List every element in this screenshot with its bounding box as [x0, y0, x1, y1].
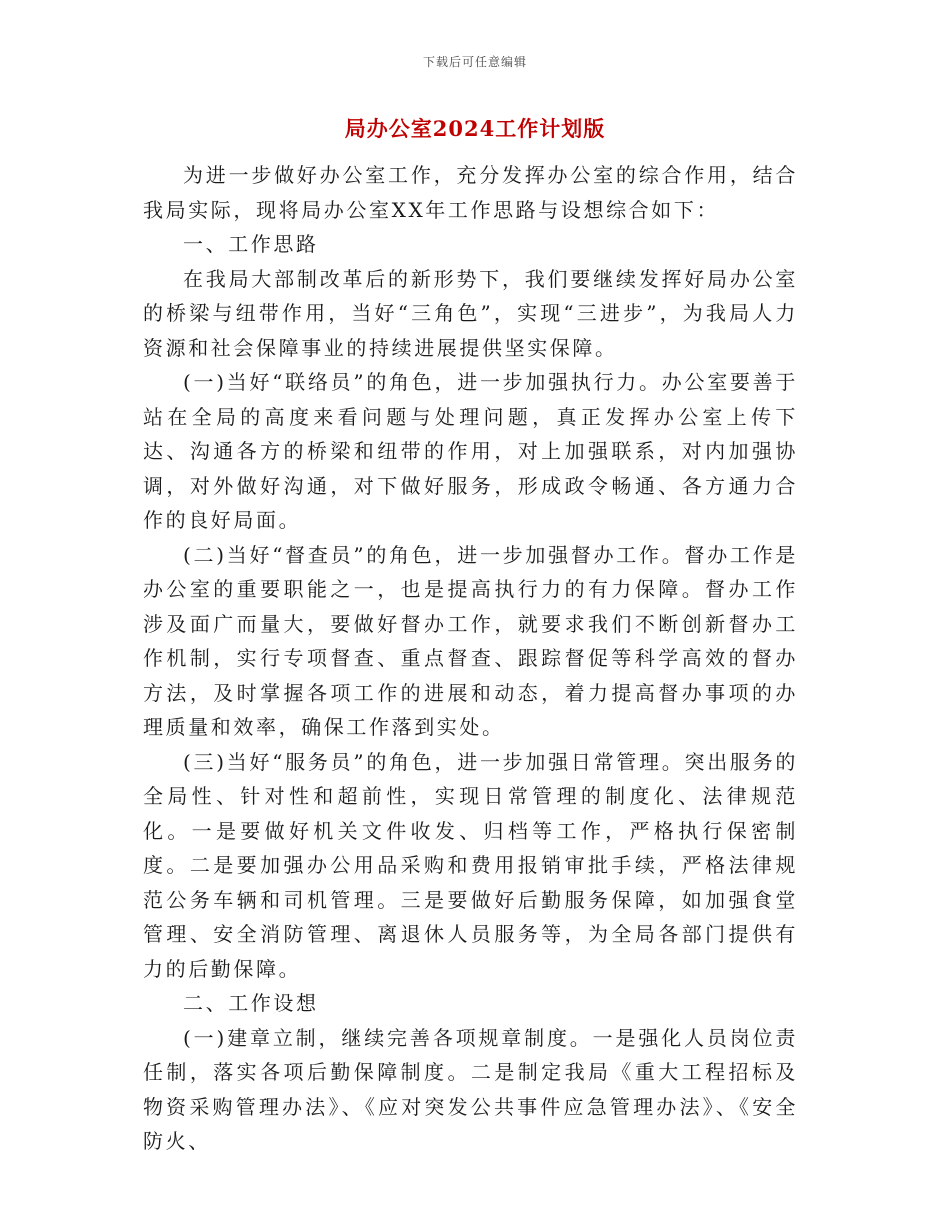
- header-note: 下载后可任意编辑: [422, 55, 527, 69]
- paragraph-intro: 为进一步做好办公室工作，充分发挥办公室的综合作用，结合我局实际，现将局办公室XX年工作思路与设想综合如下：: [143, 163, 798, 222]
- paragraph: (一)建章立制，继续完善各项规章制度。一是强化人员岗位责任制，落实各项后勤保障制度。二是制定我局《重大工程招标及物资采购管理办法》、《应对突发公共事件应急管理办法》、《安全防火、: [143, 1025, 798, 1153]
- paragraph: (二)当好“督查员”的角色，进一步加强督办工作。督办工作是办公室的重要职能之一，也是提高执行力的有力保障。督办工作涉及面广而量大，要做好督办工作，就要求我们不断创新督办工作机制，实行专项督查、重点督查、跟踪督促等科学高效的督办方法，及时掌握各项工作的进展和动态，着力提高督办事项的办理质量和效率，确保工作落到实处。: [143, 542, 798, 739]
- paragraph: (三)当好“服务员”的角色，进一步加强日常管理。突出服务的全局性、针对性和超前性，实现日常管理的制度化、法律规范化。一是要做好机关文件收发、归档等工作，严格执行保密制度。二是要加强办公用品采购和费用报销审批手续，严格法律规范公务车辆和司机管理。三是要做好后勤服务保障，如加强食堂管理、安全消防管理、离退休人员服务等，为全局各部门提供有力的后勤保障。: [143, 749, 798, 981]
- section-heading-2: 二、工作设想: [183, 991, 319, 1015]
- section-heading-1: 一、工作思路: [183, 232, 319, 256]
- document-body: [143, 158, 798, 1159]
- document-title: 局办公室2024工作计划版: [344, 116, 606, 141]
- paragraph: 在我局大部制改革后的新形势下，我们要继续发挥好局办公室的桥梁与纽带作用，当好“三角色”，实现“三进步”，为我局人力资源和社会保障事业的持续进展提供坚实保障。: [143, 266, 798, 360]
- paragraph: (一)当好“联络员”的角色，进一步加强执行力。办公室要善于站在全局的高度来看问题与处理问题，真正发挥办公室上传下达、沟通各方的桥梁和纽带的作用，对上加强联系，对内加强协调，对外做好沟通，对下做好服务，形成政令畅通、各方通力合作的良好局面。: [143, 370, 798, 532]
